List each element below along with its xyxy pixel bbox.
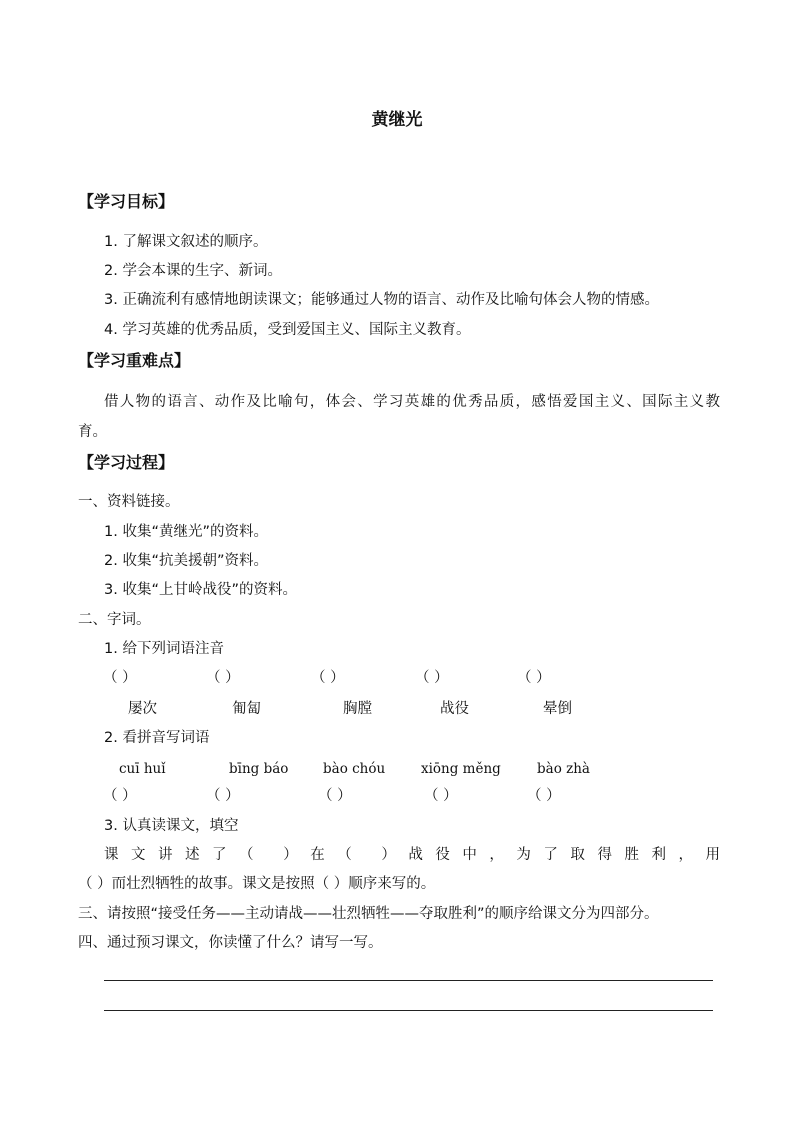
question-phonetic-label: 1. 给下列词语注音 (104, 641, 224, 657)
objectives-heading: 【学习目标】 (78, 192, 175, 211)
vocab-word: 匍匐 (232, 701, 261, 717)
page-title: 黄继光 (371, 110, 423, 130)
materials-item: 1. 收集“黄继光”的资料。 (104, 524, 268, 540)
objective-item: 4. 学习英雄的优秀品质，受到爱国主义、国际主义教育。 (104, 322, 471, 338)
answer-blank[interactable]: （ ） (206, 788, 240, 804)
vocab-word: 战役 (440, 701, 469, 717)
process-heading: 【学习过程】 (78, 453, 175, 472)
question-fill-label: 3. 认真读课文，填空 (104, 818, 239, 834)
answer-blank[interactable]: （ ） (318, 788, 352, 804)
materials-item: 2. 收集“抗美援朝”资料。 (104, 553, 268, 569)
question-pinyin-label: 2. 看拼音写词语 (104, 730, 210, 746)
answer-blank[interactable]: （ ） (103, 788, 137, 804)
section-divide-task: 三、请按照“接受任务——主动请战——壮烈牺牲——夺取胜利”的顺序给课文分为四部分。 (78, 906, 659, 922)
fill-blank-line1: 课文讲述了（ ）在（ ）战役中，为了取得胜利，用 (104, 847, 720, 863)
objective-item: 2. 学会本课的生字、新词。 (104, 263, 282, 279)
answer-blank[interactable]: （ ） (206, 670, 240, 686)
answer-blank[interactable]: （ ） (527, 788, 561, 804)
key-points-heading: 【学习重难点】 (78, 351, 191, 370)
section-words-title: 二、字词。 (78, 612, 151, 628)
objective-item: 3. 正确流利有感情地朗读课文；能够通过人物的语言、动作及比喻句体会人物的情感。 (104, 292, 659, 308)
key-points-text-line1: 借人物的语言、动作及比喻句，体会、学习英雄的优秀品质，感悟爱国主义、国际主义教 (104, 394, 720, 410)
pinyin-prompt: cuī huǐ (119, 761, 166, 777)
materials-item: 3. 收集“上甘岭战役”的资料。 (104, 582, 297, 598)
answer-blank[interactable]: （ ） (517, 670, 551, 686)
answer-blank[interactable]: （ ） (311, 670, 345, 686)
answer-blank[interactable]: （ ） (103, 670, 137, 686)
fill-blank-line2: （ ）而壮烈牺牲的故事。课文是按照（ ）顺序来写的。 (78, 876, 436, 892)
answer-blank[interactable]: （ ） (424, 788, 458, 804)
section-materials-title: 一、资料链接。 (78, 494, 180, 510)
vocab-word: 屡次 (128, 701, 157, 717)
pinyin-prompt: bào chóu (323, 761, 386, 777)
section-reflection-task: 四、通过预习课文，你读懂了什么？请写一写。 (78, 935, 383, 951)
answer-line[interactable] (104, 1010, 713, 1011)
objective-item: 1. 了解课文叙述的顺序。 (104, 234, 268, 250)
pinyin-prompt: xiōng měng (421, 761, 501, 777)
pinyin-prompt: bào zhà (537, 761, 590, 777)
answer-blank[interactable]: （ ） (415, 670, 449, 686)
pinyin-prompt: bīng báo (229, 761, 289, 777)
vocab-word: 晕倒 (543, 701, 572, 717)
key-points-text-line2: 育。 (78, 424, 107, 440)
answer-line[interactable] (104, 980, 713, 981)
vocab-word: 胸膛 (343, 701, 372, 717)
